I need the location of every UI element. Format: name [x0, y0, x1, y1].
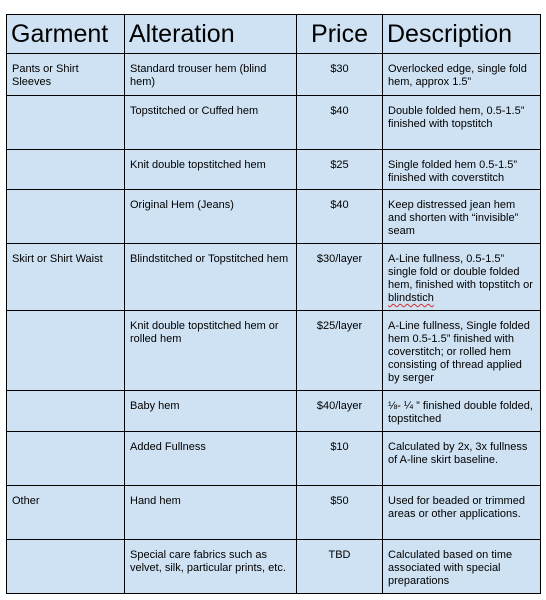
garment-cell	[7, 391, 125, 432]
garment-cell	[7, 150, 125, 190]
price-cell: $40	[297, 190, 383, 244]
garment-cell	[7, 311, 125, 391]
price-cell: $40/layer	[297, 391, 383, 432]
table-row	[7, 540, 541, 594]
price-cell: $10	[297, 432, 383, 486]
description-cell	[383, 244, 541, 311]
header-alteration: Alteration	[125, 15, 297, 54]
alteration-cell: Added Fullness	[125, 432, 297, 486]
alteration-cell: Topstitched or Cuffed hem	[125, 96, 297, 150]
description-cell: Used for beaded or trimmed areas or other applications.	[383, 486, 541, 540]
description-cell: Keep distressed jean hem and shorten with “invisible” seam	[383, 190, 541, 244]
table-row	[7, 244, 541, 311]
alteration-cell: Hand hem	[125, 486, 297, 540]
price-cell: $40	[297, 96, 383, 150]
table-row	[7, 96, 541, 150]
alteration-cell: Baby hem	[125, 391, 297, 432]
description-cell: Calculated by 2x, 3x fullness of A-line skirt baseline.	[383, 432, 541, 486]
misspelled-word: blindstich	[388, 292, 434, 304]
garment-cell	[7, 190, 125, 244]
price-cell: $30	[297, 54, 383, 96]
table-row	[7, 190, 541, 244]
alteration-cell: Blindstitched or Topstitched hem	[125, 244, 297, 311]
description-text: A-Line fullness, 0.5-1.5” single fold or double folded hem, finished with topstitch or	[388, 253, 533, 291]
price-cell: $25	[297, 150, 383, 190]
price-cell: TBD	[297, 540, 383, 594]
header-price: Price	[297, 15, 383, 54]
description-cell: Calculated based on time associated with special preparations	[383, 540, 541, 594]
description-cell: A-Line fullness, Single folded hem 0.5-1.5” finished with coverstitch; or rolled hem consisting of thread applied by serger	[383, 311, 541, 391]
description-cell: ⅛- ¼ ” finished double folded, topstitched	[383, 391, 541, 432]
garment-cell: Other	[7, 486, 125, 540]
garment-cell: Skirt or Shirt Waist	[7, 244, 125, 311]
garment-cell	[7, 432, 125, 486]
price-cell: $25/layer	[297, 311, 383, 391]
header-description: Description	[383, 15, 541, 54]
alteration-cell: Original Hem (Jeans)	[125, 190, 297, 244]
alteration-cell: Special care fabrics such as velvet, silk, particular prints, etc.	[125, 540, 297, 594]
table-row	[7, 432, 541, 486]
garment-cell	[7, 540, 125, 594]
header-row	[7, 15, 541, 54]
alteration-cell: Knit double topstitched hem or rolled hem	[125, 311, 297, 391]
table-row	[7, 486, 541, 540]
table-row	[7, 311, 541, 391]
description-cell: Double folded hem, 0.5-1.5” finished with topstitch	[383, 96, 541, 150]
description-cell: Single folded hem 0.5-1.5” finished with coverstitch	[383, 150, 541, 190]
table-row	[7, 391, 541, 432]
alteration-price-table	[6, 14, 541, 594]
table-row	[7, 54, 541, 96]
garment-cell	[7, 96, 125, 150]
table-row	[7, 150, 541, 190]
price-cell: $50	[297, 486, 383, 540]
alteration-cell: Standard trouser hem (blind hem)	[125, 54, 297, 96]
alteration-cell: Knit double topstitched hem	[125, 150, 297, 190]
price-cell: $30/layer	[297, 244, 383, 311]
description-cell: Overlocked edge, single fold hem, approx 1.5”	[383, 54, 541, 96]
header-garment: Garment	[7, 15, 125, 54]
garment-cell: Pants or Shirt Sleeves	[7, 54, 125, 96]
